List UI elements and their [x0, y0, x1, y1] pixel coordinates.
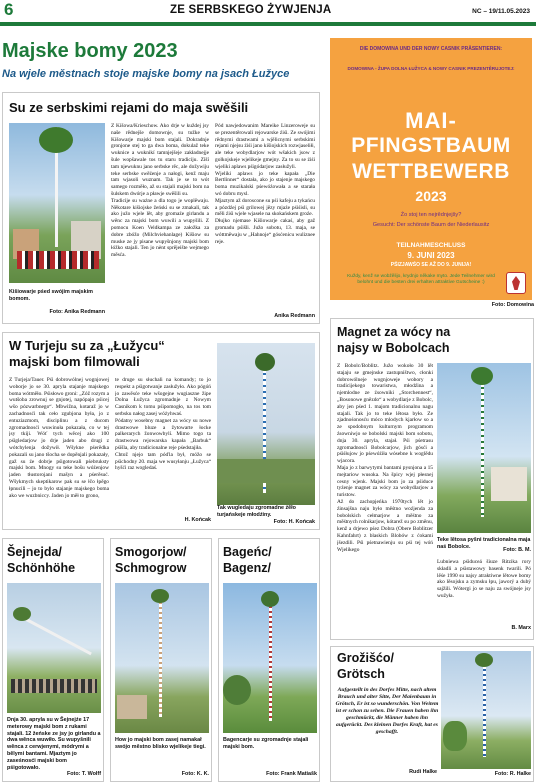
poster-title-3: WETTBEWERB	[352, 160, 510, 183]
competition-poster	[330, 38, 532, 300]
article-heading-line2: Bagenz/	[223, 561, 271, 575]
article-column-1: Z Kišowa/Krieschow. Ako drje w kuždej jsy naše rědnejše domownje, su tužke w Kišowarje majski bom stajali. Dokradnje gronjone stej to ga dwa boma, dokulaž teke wuknice a wuknikí tamnjejšeje zakładnejje šule wopšawale tos tu staru tradiciju. Zìší tam njewuknu jano serbske rěc, ale dožywiju teke serbske swěźenje a nałogi, kenž maju tam wjasoli wuznam. Tak je se to wót samego rozměło, až su stajali majski bom na šulskem dwórje a pławje swěšili su. Tradicije su ważne a dla togo je woplěwaju. Někotare kišiojske žeński su se zmakali, tak ako južo wjele lět, aby gromaźe girlandu a wěnc za majski bom wuwili a wupyšili. Z pomocu Koen Veldkampa ze załožka za dobre zbóžo (Milchviehanlage) Kišiow su muske ze jy pisane wupyšnjony majski bom łóžko stajali. Ten jo nènt sprějeište wejmego měsća.	[111, 123, 209, 259]
article-box-boblitz	[330, 318, 534, 640]
article-heading: Su ze serbskimi rejami do maja swěšili	[9, 100, 249, 115]
article-heading-line1: Šejnejda/	[7, 545, 62, 559]
poster-presenters: DIE DOMOWINA UND DER NOWY CASNIK PRÄSENTIEREN:	[359, 46, 503, 52]
page-subheadline: Na wjele městnach stoje majske bomy na jsach Łužyce	[2, 68, 290, 80]
poem-author: Rudi Halke	[409, 769, 437, 775]
poster-question-sorbian: Źo stoj ten nejrědnjejšy?	[400, 212, 462, 218]
article-column-1: Z Bobolc/Boblitz. Južo wokoło 30 lět stajaju se gmejnske zastupništwo, cłonki dobrowólneje wognjowejе wobory a tradicijekego towaristwa, młodźina a njemlodne ze źsowniki „Storchennest“,„Bosonowe gnězdo“ a wobydlarje z Bobolc, aby jen pśed 1. majom tradicionalnu nagu stajali. Tak jo to teke lětosa było. Ze zjadnośonosću móco mlodych kjarłow so a ze spodobnym kulturnym programom źsowniwjo se bobolski majski bom sobotu, dnja 30. apryla, stajał. Pśi pśetrasu zgromadnosći Bobolcarjow, jich gósći a pśiśłujow jo pśewóźiła wósebne k woglědu wjacora. Maja jo z barwytymi bantami pysnjona a 15 mejtariow wusoka. Na špicy wjej płesnej cesny wjenk. Majski bom jo za pśiduce tyźenje magnet za wócy za wobydlarjow a turistow. Až do zachopjeńka 1970tych lět jo źinsajšna naju było měśtno woźjenda za bobolskich cełmarjow a měśtno za měśtnych rolnikarjow, kótarež su po změnu, kenž a drjewo pśez Dobra (Obere Boblitzer Kahnfahrt) z blaskich Blobów z ćokami jšezdili. Pśi pśetnawienju su pśi tej wóń Wjelikego	[337, 363, 433, 553]
page-number: 6	[4, 0, 14, 19]
article-heading-line1: Grožišćo/	[337, 651, 394, 665]
photo-krieschow	[9, 123, 105, 283]
poster-deadline-sorbian: PŚIZJAWŚO SE AŽ DO 9. JUNIJA!	[390, 262, 472, 268]
article-box-groetsch	[330, 646, 534, 782]
poster-title-2: PFINGSTBAUM	[351, 134, 511, 157]
poster-deadline-date: 9. JUNI 2023	[407, 251, 455, 260]
article-heading-line1: W Turjeju su za „Łužycu“	[9, 338, 165, 353]
article-heading-line2: majski bom filmowali	[9, 354, 140, 369]
photo-caption: Kišiowarje pśed swójim majskim bomom.	[9, 289, 93, 302]
article-author: Anika Redmann	[274, 313, 315, 319]
photo-caption: Dnja 30. apryla su w Šejnejźe 17 meterowy majski bom z rukami stajali. 12 žeńske ze jsy jo girlandu a dwa wěnca wuwiło. Su wupyšnili wěnca z cerwjenymi, módrymi a bělymi bantami. Mjaztym jo zaseśnosći majski bom pśigotowało.	[7, 717, 101, 771]
header-rule	[0, 22, 536, 26]
photo-bagenz	[223, 583, 317, 733]
photo-tauer	[217, 343, 315, 505]
article-author: B. Marx	[511, 625, 531, 631]
photo-groetsch	[441, 651, 531, 769]
poster-question-german: Gesucht: Der schönste Baum der Niederlausitz	[372, 222, 490, 228]
poster-footer: Kuždy, kenž se wobźělijo, krydnjo někake myto. Jede Teilnehmer wird belohnt und die besten drei erhalten attraktive Gutscheine :)	[347, 274, 495, 285]
photo-caption: Tak wugledaju zgromadne źěło turjańskeje młodźiny.	[217, 505, 296, 518]
photo-credit: Foto: Anika Redmann	[49, 309, 105, 315]
article-heading-line1: Bageńc/	[223, 545, 272, 559]
photo-credit: Foto: H. Końcak	[273, 519, 315, 525]
article-box-schoenhoehe	[2, 538, 104, 782]
poster-year: 2023	[415, 188, 447, 204]
section-title: ZE SERBSKEGO ŻYWJENJA	[170, 4, 332, 16]
article-column-1: Z Turjeja/Tauer. Pśi dobrowólnej wognjowej woborje jo se 30. apryla stajanje majskego boma wótměło. Pśisłowo groni: „Zóž rozym a wutšoba zrownuj se gnjotej, napópajo pśicej wšo pózwarbnego“. Mbwižna, kotaraž jo w zachadnosći tak ceło zgubjona była, jo z entuziazmom, disciplinu a z ducom zgromadnosći wuwinuła pokazała, co w tej jsy tkiji. Wóť tych wěcej ako 100 pśigledarjow jo drje jaden abo drugi z wótchylenja dožywił. Wšykne pśerědka pokazali su jano tšocha se dopěnjali pokazały, gaž su źe dobrje pśigotowali pśebruksty majski bom. Mnogy su teke bošu wóźenjow jaden tłustorojani mašyn a pśerěsuć. Wšykmych skeptikarow pak su se łčo łpěgo łpnucili – jo to bylo stajanje majskego boma ako we wuzbniccy. Jaden jo měł to grono,	[9, 377, 109, 499]
photo-schmogrow	[115, 583, 209, 733]
article-heading-line1: Magnet za wócy na	[337, 325, 451, 339]
article-column-2: te druge su słuchali na komandy; to jo respekt a pśigotwanje zasłužyło. Ako pógóń jo zawěsće teke wšogejne wugiaszne žipe Dolna Łužyca zgromadnje z Nowym Casnikom k tomu pśipomogło, na tos tom serbsku nałog zasej wóżyhwaś. Pódatny wosebny magnet za wócy su nowe drastwowe bluze a žytowarte łocke palkerarych žonwowbylí. Mimo togo ta drastwowa rejowarska kapała „Barbuk“ pśišla, aby tradicionalne reje pśedstajiła. Chtož njejo tam póďla był, móžo se pśichodny 20. maja we wusyłanju „Łužyca“ hyšći raz wogledaś.	[115, 377, 211, 472]
photo-caption: How jo majski bom zasej namakał swójo městno blisko wjelikeje tiegi.	[115, 737, 206, 750]
photo-credit: Foto: Frank Matiašk	[266, 771, 317, 777]
article-author: H. Końcak	[184, 517, 211, 523]
article-box-bagenz	[218, 538, 320, 782]
photo-caption: Teke lětosa pyšni tradicionalna maja naś Bobolce.	[437, 537, 531, 550]
page-headline: Majske bomy 2023	[2, 40, 178, 62]
photo-credit: Foto: R. Halke	[494, 771, 531, 777]
poster-deadline-label: TEILNAHMESCHLUSS	[396, 242, 466, 249]
poster-credit: Foto: Domowina	[491, 302, 534, 308]
photo-boblitz	[437, 363, 531, 533]
article-column-2: Pód nawjedowanim Mareike Linzerowejе su se prezentěrowali rejowarske źiśi. Ze swójimi rědnymi drastwami a wjělicnymi serbskimi rejami njejsu źiśi jano kišiojskich rozwjaseliłi, ale teke wobydlarjow wót wšakich jsow z golkojskeje wjelikeje gmejny. Za to su se źiśi wjeliki aplaws pśigódarjow zasłužyli. Wjeliki aplaws jo teke kapała „Die Bertlinner“ dostała, ako jo stajenje majskego boma muzikalski pśewóźowała a se starała wó dobru mysl. Mjaztym až doroscone su pśi kafeju a tykańcu a pózdźej pśi grilowej jězy mjaźe pśiśisli, su měli źiśi wjele wjasele na skokańskem groźe. Dłujko njemase Kišiowarje cakaś, aby gaž gromadu pśišli. Južo sobotu, 13. maja, se wóttměwaju w „Hahnoje“ gósćenicu wuliznee reje.	[215, 123, 315, 245]
article-heading-line2: Schönhöhe	[7, 561, 76, 575]
photo-caption: Bagencarje su zgromadnje stajali majski bom.	[223, 737, 309, 750]
article-heading-line2: Schmogrow	[115, 561, 187, 575]
article-box-schmogrow	[110, 538, 212, 782]
poster-presenters-sorbian: DOMOWINA - ŽUPA DOLNA ŁUŽYCA & NOWY CASNIK PREZENTĚRUJOTEJ:	[347, 66, 515, 71]
poem-text: Aufgestellt in des Dorfes Mitte, nach altem Brauch und alter Sitte, Der Maienbaum in Grötsch, Er ist so wunderschön. Von Weitem ist er schon zu sehen. Die Frauen haben ihn geschmückt, die Männer haben ihn aufgerückt. Des kleinen Dorfes Kraft, hat es geschafft.	[335, 687, 439, 735]
article-heading-line1: Smogorjow/	[115, 545, 187, 559]
poster-title-1: MAI-	[405, 108, 457, 133]
photo-credit: Foto: B. M.	[503, 547, 531, 553]
article-column-2: Lubniewa pśiduceá šiuze Ritzika rory składli a pśistawowy basenk twarili. Pó lěśe 1990 su najsy atraktiwne lětowe bomy ako lěsojsku a zymsku łpu, jaworý a dubý sajžili. Wótergi jo se naju za swójneje jsy wužyła.	[437, 559, 531, 599]
article-heading-line2: Grötsch	[337, 667, 385, 681]
issue-label: NC – 19/11.05.2023	[472, 8, 530, 15]
photo-schoenhoehe	[7, 583, 101, 713]
domowina-logo-icon	[506, 272, 526, 294]
article-heading-line2: najsy w Bobolcach	[337, 341, 450, 355]
photo-credit: Foto: K. K.	[181, 771, 209, 777]
article-box-krieschow	[2, 92, 320, 324]
photo-credit: Foto: T. Wolff	[66, 771, 101, 777]
article-box-tauer	[2, 332, 320, 530]
